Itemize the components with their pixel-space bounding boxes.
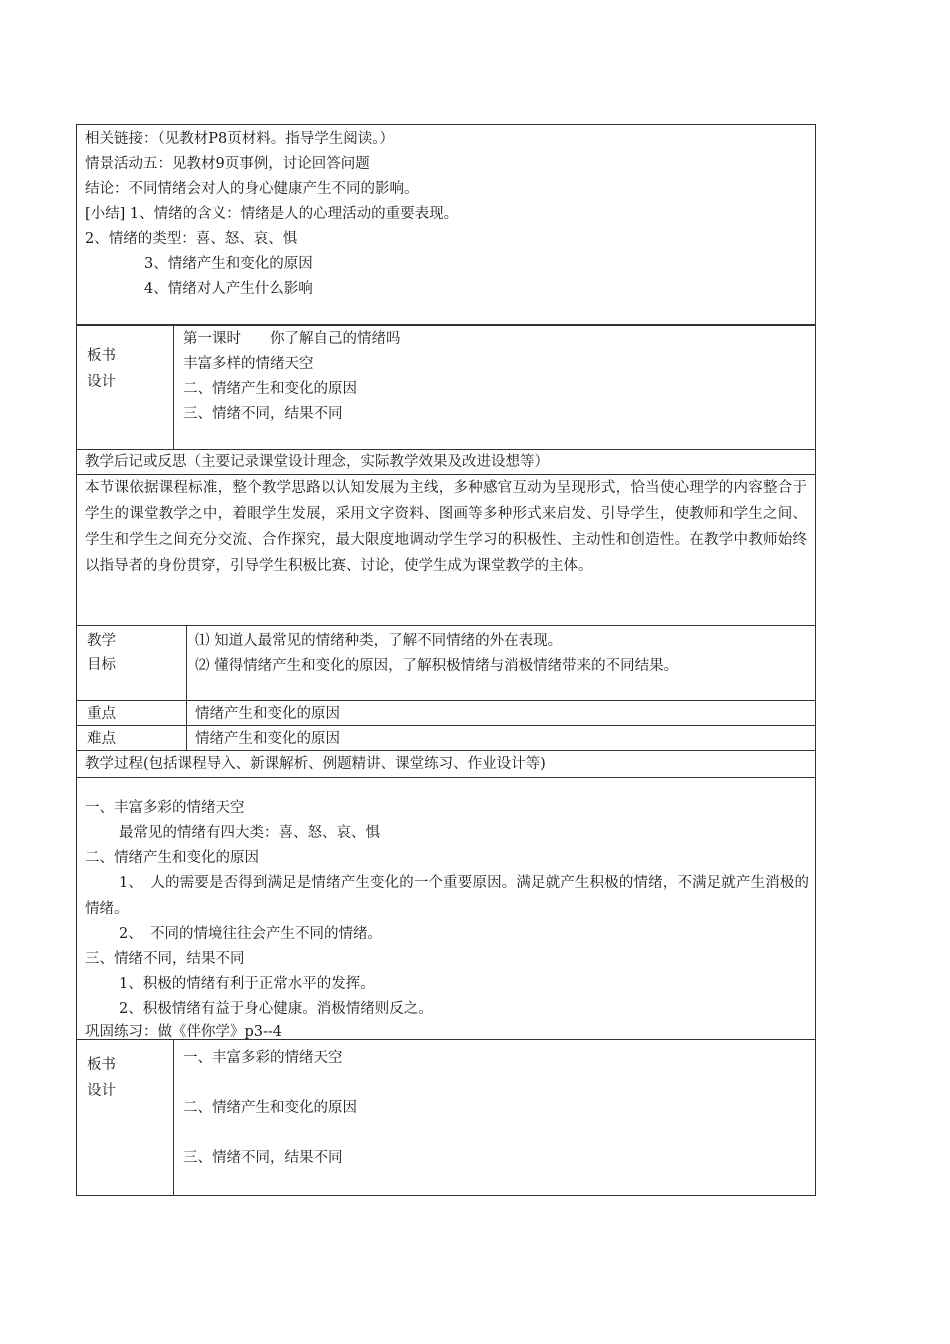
process-section-3: 三、情绪不同，结果不同 bbox=[85, 951, 245, 967]
board-label-1: 板书 bbox=[87, 348, 116, 364]
key-point-value: 情绪产生和变化的原因 bbox=[195, 706, 340, 722]
related-links-line: 相关链接：（见教材P8页材料。指导学生阅读。） bbox=[85, 131, 394, 147]
column-divider bbox=[186, 726, 187, 750]
board-design-section-1 bbox=[76, 324, 816, 450]
process-section-1: 一、丰富多彩的情绪天空 bbox=[85, 800, 245, 816]
reflection-heading: 教学后记或反思（主要记录课堂设计理念，实际教学效果及改进设想等） bbox=[85, 454, 549, 470]
goal-item: ⑴ 知道人最常见的情绪种类，了解不同情绪的外在表现。 bbox=[195, 633, 563, 649]
board-design-section-2 bbox=[76, 1039, 816, 1196]
process-line: 1、积极的情绪有利于正常水平的发挥。 bbox=[119, 976, 375, 992]
board-label-2: 设计 bbox=[87, 374, 116, 390]
key-point-row bbox=[76, 700, 816, 726]
board-line: 二、情绪产生和变化的原因 bbox=[183, 381, 357, 397]
board-line: 三、情绪不同，结果不同 bbox=[183, 1150, 343, 1166]
related-links-section bbox=[76, 124, 816, 326]
summary-line-3: 3、情绪产生和变化的原因 bbox=[144, 256, 313, 272]
reflection-text: 本节课依据课程标准，整个教学思路以认知发展为主线，多种感官互动为呈现形式，恰当使心理学的内容整合于学生的课堂教学之中，着眼学生发展，采用文字资料、图画等多种形式来启发、引导学生，使教师和学生之间、学生和学生之间充分交流、合作探究，最大限度地调动学生学习的积极性、主动性和创造性。在教学中教师始终以指导者的身份贯穿，引导学生积极比赛、讨论，使学生成为课堂教学的主体。 bbox=[85, 480, 807, 574]
process-heading: 教学过程(包括课程导入、新课解析、例题精讲、课堂练习、作业设计等) bbox=[85, 756, 546, 772]
process-section-2: 二、情绪产生和变化的原因 bbox=[85, 850, 259, 866]
column-divider bbox=[173, 1040, 174, 1195]
board-label-1: 板书 bbox=[87, 1057, 116, 1073]
summary-line-1: [小结] 1、情绪的含义：情绪是人的心理活动的重要表现。 bbox=[85, 206, 459, 222]
board-line: 三、情绪不同，结果不同 bbox=[183, 406, 343, 422]
reflection-body-row bbox=[76, 474, 816, 626]
exercise-line: 巩固练习：做《伴你学》p3--4 bbox=[85, 1024, 283, 1040]
process-paragraph: 1、 人的需要是否得到满足是情绪产生变化的一个重要原因。满足就产生积极的情绪，不满足就产生消极的情绪。 bbox=[85, 875, 809, 917]
column-divider bbox=[186, 701, 187, 725]
board-line: 第一课时 你了解自己的情绪吗 bbox=[183, 331, 401, 347]
column-divider bbox=[186, 626, 187, 700]
process-body-row bbox=[76, 777, 816, 1040]
column-divider bbox=[173, 325, 174, 449]
board-line: 二、情绪产生和变化的原因 bbox=[183, 1100, 357, 1116]
board-line: 丰富多样的情绪天空 bbox=[183, 356, 314, 372]
key-point-label: 重点 bbox=[87, 706, 116, 722]
board-label-2: 设计 bbox=[87, 1083, 116, 1099]
difficulty-row bbox=[76, 725, 816, 751]
conclusion-line: 结论：不同情绪会对人的身心健康产生不同的影响。 bbox=[85, 181, 419, 197]
process-line: 最常见的情绪有四大类：喜、怒、哀、惧 bbox=[119, 825, 380, 841]
process-line: 2、 不同的情境往往会产生不同的情绪。 bbox=[119, 926, 382, 942]
goals-label-2: 目标 bbox=[87, 657, 116, 673]
process-heading-row bbox=[76, 750, 816, 778]
board-line: 一、丰富多彩的情绪天空 bbox=[183, 1050, 343, 1066]
difficulty-value: 情绪产生和变化的原因 bbox=[195, 731, 340, 747]
difficulty-label: 难点 bbox=[87, 731, 116, 747]
summary-line-2: 2、情绪的类型：喜、怒、哀、惧 bbox=[85, 231, 298, 247]
summary-line-4: 4、情绪对人产生什么影响 bbox=[144, 281, 313, 297]
process-line: 2、积极情绪有益于身心健康。消极情绪则反之。 bbox=[119, 1001, 433, 1017]
goals-label-1: 教学 bbox=[87, 633, 116, 649]
teaching-goals-row bbox=[76, 625, 816, 701]
goal-item: ⑵ 懂得情绪产生和变化的原因，了解积极情绪与消极情绪带来的不同结果。 bbox=[195, 658, 679, 674]
reflection-heading-row bbox=[76, 449, 816, 475]
scenario-activity-line: 情景活动五：见教材9页事例，讨论回答问题 bbox=[85, 156, 370, 172]
